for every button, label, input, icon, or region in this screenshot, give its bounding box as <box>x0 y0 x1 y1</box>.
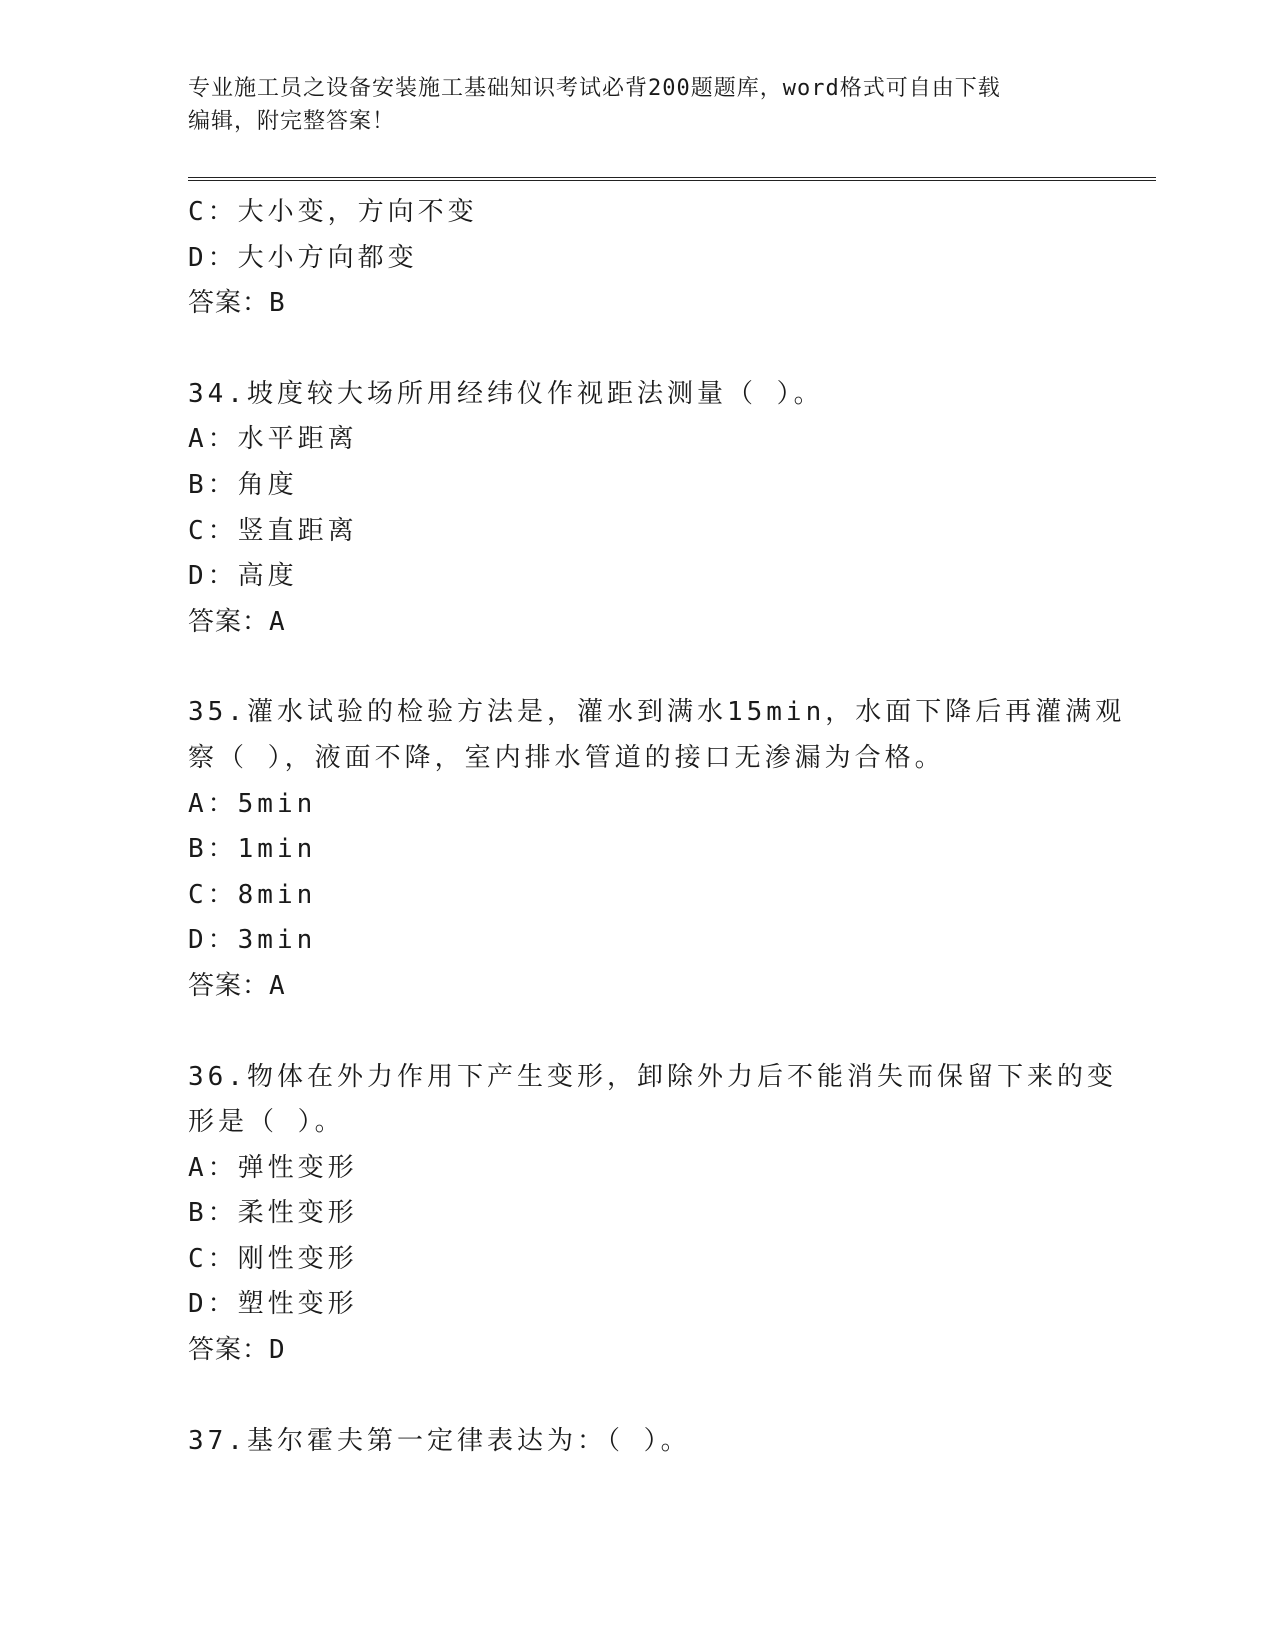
option-d: D：塑性变形 <box>188 1289 358 1320</box>
answer: 答案：D <box>188 1335 286 1366</box>
header-line-1: 专业施工员之设备安装施工基础知识考试必背200题题库，word格式可自由下载 <box>188 76 1001 101</box>
question-stem: 37.基尔霍夫第一定律表达为：（ ）。 <box>188 1425 691 1456</box>
answer: 答案：A <box>188 970 286 1001</box>
answer: 答案：A <box>188 606 286 637</box>
question-stem: 36.物体在外力作用下产生变形，卸除外力后不能消失而保留下来的变 <box>188 1061 1117 1092</box>
header-line-2: 编辑，附完整答案！ <box>188 109 396 134</box>
document-header <box>188 72 1088 138</box>
option-c: C：8min <box>188 879 317 910</box>
option-b: B：柔性变形 <box>188 1198 358 1229</box>
question-stem: 35.灌水试验的检验方法是，灌水到满水15min，水面下降后再灌满观 <box>188 697 1126 728</box>
option-a: A：水平距离 <box>188 424 358 455</box>
option-a: A：5min <box>188 788 317 819</box>
option-d: D：高度 <box>188 561 298 592</box>
spacer <box>188 1374 1088 1419</box>
question-stem: 34.坡度较大场所用经纬仪作视距法测量（ ）。 <box>188 378 824 409</box>
option-c: C：竖直距离 <box>188 515 358 546</box>
answer: 答案：B <box>188 288 286 319</box>
option-c: C：大小变，方向不变 <box>188 197 478 227</box>
option-d: D：3min <box>188 925 317 956</box>
option-c: C：刚性变形 <box>188 1243 358 1274</box>
question-35 <box>188 690 1126 1009</box>
question-stem-continued: 察（ ），液面不降，室内排水管道的接口无渗漏为合格。 <box>188 742 945 773</box>
option-d: D：大小方向都变 <box>188 242 418 273</box>
question-37 <box>188 1419 1088 1465</box>
spacer <box>188 1010 1088 1055</box>
question-list <box>188 190 1126 1464</box>
spacer <box>188 645 1088 690</box>
question-34 <box>188 372 1088 646</box>
question-36 <box>188 1055 1117 1374</box>
question-block-continued <box>188 190 1088 327</box>
header-rule <box>188 177 1156 181</box>
option-b: B：1min <box>188 834 317 865</box>
option-b: B：角度 <box>188 469 298 500</box>
spacer <box>188 327 1088 372</box>
option-a: A：弹性变形 <box>188 1152 358 1183</box>
question-stem-continued: 形是（ ）。 <box>188 1107 345 1138</box>
